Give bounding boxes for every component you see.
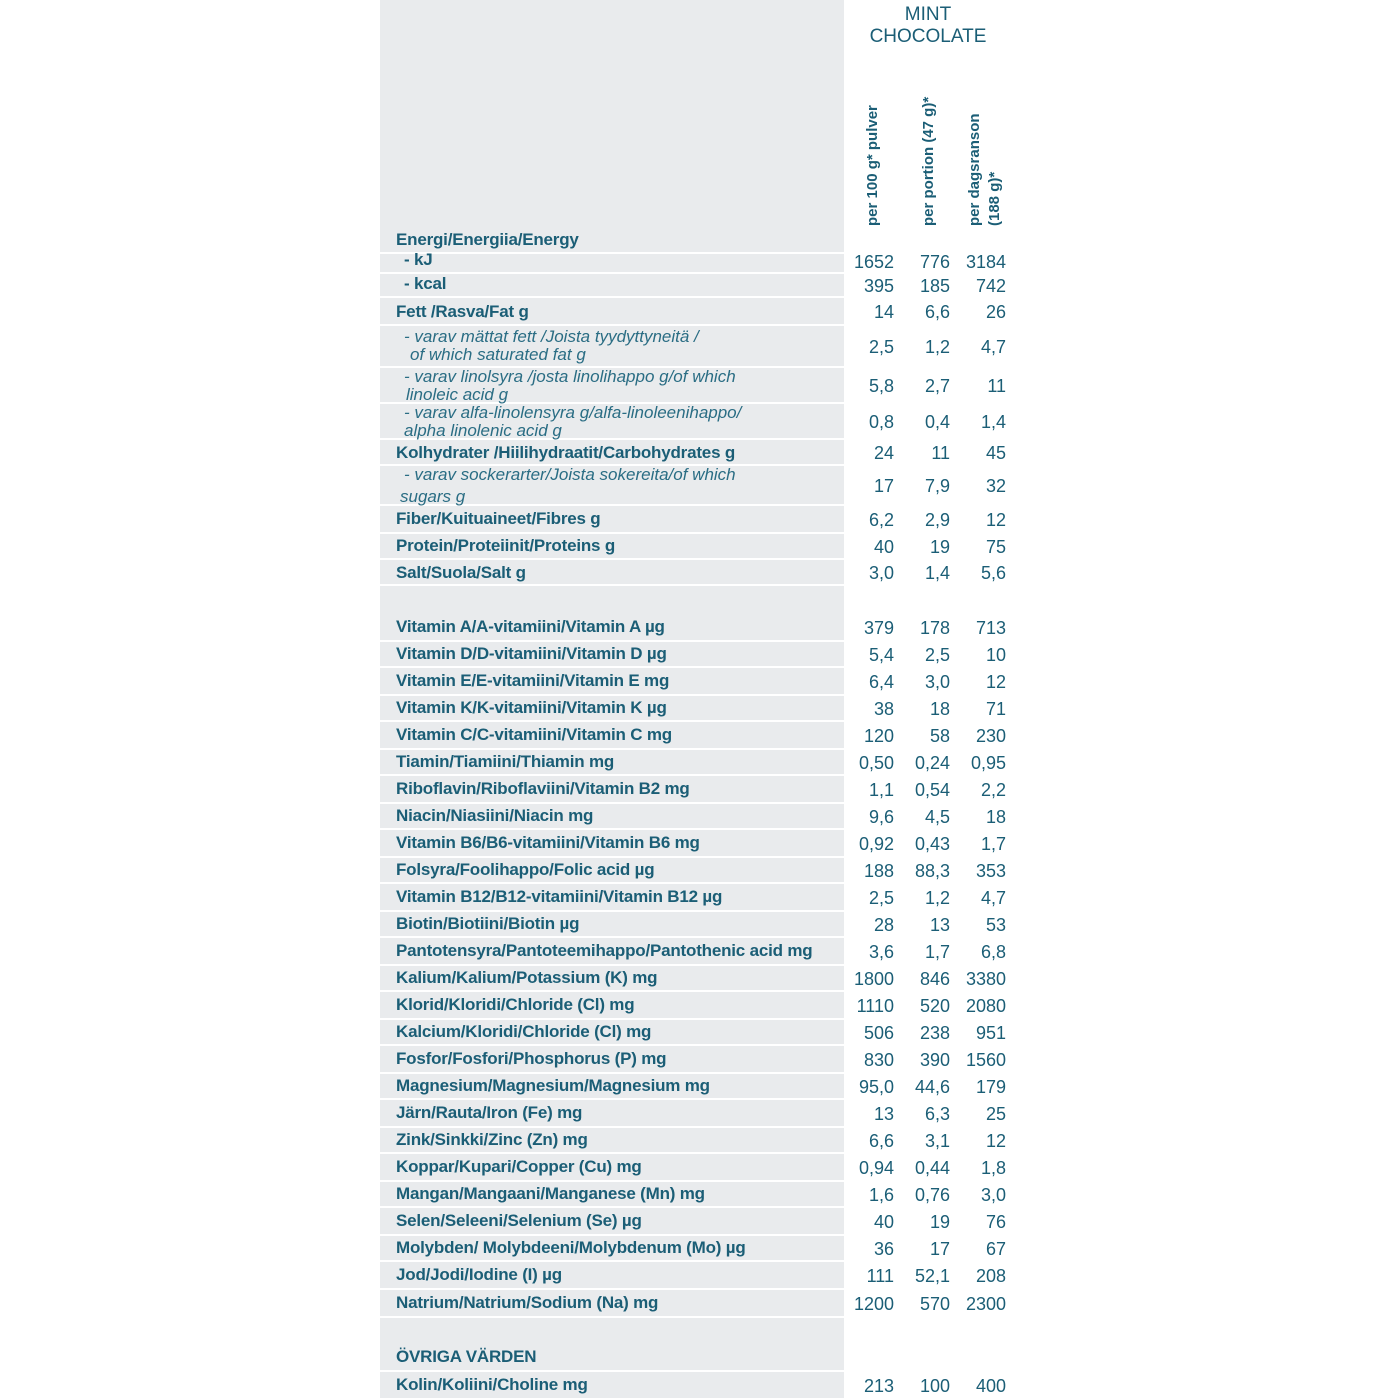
value-per-daily-ration: 6,8 — [980, 942, 1006, 962]
value-per-100g: 1200 — [853, 1294, 894, 1314]
value-per-daily-ration: 4,7 — [980, 888, 1006, 908]
nutrient-label: Niacin/Niasiini/Niacin mg — [396, 806, 594, 825]
nutrient-row-vitc — [380, 722, 1020, 750]
column-header-per-100g: per 100 g* pulver — [864, 105, 881, 226]
value-per-100g: 5,8 — [868, 376, 894, 396]
value-per-portion: 846 — [919, 969, 950, 989]
value-per-daily-ration: 26 — [985, 302, 1006, 322]
nutrient-row-klorid — [380, 992, 1020, 1020]
column-header-per-daily-ration: per dagsranson — [966, 113, 983, 226]
nutrient-row-alpha — [380, 404, 1020, 440]
nutrient-row-copper — [380, 1154, 1020, 1182]
nutrient-row-linoleic — [380, 368, 1020, 404]
value-per-daily-ration: 2300 — [965, 1294, 1006, 1314]
nutrient-label: Fett /Rasva/Fat g — [396, 302, 529, 321]
value-per-portion: 238 — [919, 1023, 950, 1043]
value-per-portion: 2,5 — [924, 645, 950, 665]
value-per-portion: 88,3 — [914, 861, 950, 881]
value-per-daily-ration: 2080 — [965, 996, 1006, 1016]
value-per-portion: 13 — [929, 915, 950, 935]
value-per-portion: 19 — [929, 1212, 950, 1232]
value-per-100g: 379 — [863, 618, 894, 638]
value-per-daily-ration: 75 — [985, 537, 1006, 557]
value-per-100g: 1110 — [856, 996, 894, 1016]
value-per-100g: 3,6 — [868, 942, 894, 962]
nutrient-row-ribo — [380, 776, 1020, 804]
nutrient-row-natrium — [380, 1290, 1020, 1318]
value-per-portion: 58 — [929, 726, 950, 746]
nutrient-label: Vitamin B6/B6-vitamiini/Vitamin B6 mg — [396, 833, 700, 852]
value-per-100g: 6,4 — [868, 672, 894, 692]
value-per-100g: 395 — [863, 276, 894, 296]
nutrient-row-thiamin — [380, 750, 1020, 776]
value-per-100g: 38 — [873, 699, 894, 719]
value-per-daily-ration: 1560 — [965, 1050, 1006, 1070]
value-per-portion: 0,4 — [924, 412, 950, 432]
value-per-daily-ration: 3380 — [965, 969, 1006, 989]
value-per-daily-ration: 3,0 — [980, 1185, 1006, 1205]
nutrient-row-fosfor — [380, 1046, 1020, 1074]
nutrient-row-biotin — [380, 912, 1020, 938]
value-per-daily-ration: 25 — [985, 1104, 1006, 1124]
nutrient-label: Natrium/Natrium/Sodium (Na) mg — [396, 1293, 659, 1312]
value-per-portion: 185 — [919, 276, 950, 296]
nutrient-label: Zink/Sinkki/Zinc (Zn) mg — [396, 1130, 588, 1149]
value-per-portion: 1,4 — [924, 563, 950, 583]
value-per-portion: 52,1 — [914, 1266, 950, 1286]
nutrient-label: ÖVRIGA VÄRDEN — [396, 1347, 537, 1366]
value-per-portion: 1,2 — [924, 337, 950, 357]
value-per-100g: 111 — [866, 1266, 894, 1286]
value-per-portion: 17 — [929, 1239, 950, 1259]
nutrient-label: Vitamin E/E-vitamiini/Vitamin E mg — [396, 671, 670, 690]
nutrient-label: Järn/Rauta/Iron (Fe) mg — [396, 1103, 583, 1122]
value-per-daily-ration: 12 — [985, 510, 1006, 530]
value-per-daily-ration: 67 — [985, 1239, 1006, 1259]
value-per-100g: 1,6 — [868, 1185, 894, 1205]
nutrient-label-line: - varav mättat fett /Joista tyydyttyneitä / — [404, 327, 699, 346]
nutrient-label: Mangan/Mangaani/Manganese (Mn) mg — [396, 1184, 705, 1203]
value-per-100g: 0,50 — [858, 753, 894, 773]
value-per-100g: 830 — [863, 1050, 894, 1070]
nutrient-row-kalcium — [380, 1020, 1020, 1046]
value-per-daily-ration: 76 — [985, 1212, 1006, 1232]
value-per-100g: 188 — [863, 861, 894, 881]
value-per-100g: 2,5 — [868, 337, 894, 357]
value-per-100g: 14 — [873, 302, 894, 322]
nutrient-label: Fiber/Kuituaineet/Fibres g — [396, 509, 601, 528]
value-per-100g: 1652 — [853, 252, 894, 272]
nutrient-row-vite — [380, 668, 1020, 696]
value-per-portion: 6,3 — [924, 1104, 950, 1124]
value-per-portion: 4,5 — [924, 807, 950, 827]
nutrient-label: Koppar/Kupari/Copper (Cu) mg — [396, 1157, 642, 1176]
value-per-100g: 6,6 — [868, 1131, 894, 1151]
nutrient-label: Kalcium/Kloridi/Chloride (Cl) mg — [396, 1022, 652, 1041]
value-per-daily-ration: 32 — [985, 476, 1006, 496]
value-per-daily-ration: 12 — [985, 1131, 1006, 1151]
nutrient-row-vitd — [380, 642, 1020, 668]
nutrient-label: Vitamin C/C-vitamiini/Vitamin C mg — [396, 725, 672, 744]
value-per-daily-ration: 230 — [975, 726, 1006, 746]
nutrient-row-niacin — [380, 804, 1020, 830]
column-header-per-daily-ration-weight: (188 g)* — [986, 171, 1003, 226]
nutrient-row-kcal — [380, 274, 1020, 298]
value-per-100g: 213 — [863, 1376, 894, 1396]
nutrient-row-protein — [380, 534, 1020, 560]
value-per-portion: 3,1 — [924, 1131, 950, 1151]
value-per-daily-ration: 4,7 — [980, 337, 1006, 357]
value-per-portion: 2,7 — [924, 376, 950, 396]
value-per-100g: 0,94 — [858, 1158, 894, 1178]
value-per-portion: 18 — [929, 699, 950, 719]
value-per-100g: 6,2 — [868, 510, 894, 530]
value-per-portion: 11 — [931, 443, 950, 463]
nutrient-row-kalium — [380, 966, 1020, 992]
nutrient-label: Vitamin D/D-vitamiini/Vitamin D µg — [396, 644, 667, 663]
nutrient-label: Folsyra/Foolihappo/Folic acid µg — [396, 860, 655, 879]
value-per-portion: 6,6 — [924, 302, 950, 322]
value-per-100g: 3,0 — [868, 563, 894, 583]
value-per-daily-ration: 18 — [985, 807, 1006, 827]
value-per-daily-ration: 53 — [985, 915, 1006, 935]
nutrient-row-choline — [380, 1372, 1020, 1400]
value-per-100g: 28 — [873, 915, 894, 935]
nutrient-row-jod — [380, 1262, 1020, 1290]
value-per-portion: 520 — [919, 996, 950, 1016]
nutrient-row-folic — [380, 858, 1020, 884]
nutrient-row-sat — [380, 326, 1020, 368]
value-per-100g: 0,92 — [858, 834, 894, 854]
value-per-portion: 0,24 — [914, 753, 950, 773]
value-per-100g: 1800 — [853, 969, 894, 989]
value-per-100g: 506 — [863, 1023, 894, 1043]
nutrient-label: Magnesium/Magnesium/Magnesium mg — [396, 1076, 710, 1095]
value-per-100g: 17 — [873, 476, 894, 496]
nutrient-row-zinc — [380, 1128, 1020, 1154]
value-per-daily-ration: 11 — [987, 376, 1006, 396]
value-per-portion: 570 — [919, 1294, 950, 1314]
value-per-portion: 44,6 — [914, 1077, 950, 1097]
nutrient-label: Tiamin/Tiamiini/Thiamin mg — [396, 752, 615, 771]
value-per-100g: 40 — [873, 537, 894, 557]
value-per-daily-ration: 179 — [975, 1077, 1006, 1097]
value-per-100g: 120 — [863, 726, 894, 746]
value-per-portion: 2,9 — [924, 510, 950, 530]
value-per-daily-ration: 0,95 — [970, 753, 1006, 773]
value-per-100g: 5,4 — [868, 645, 894, 665]
value-per-portion: 7,9 — [924, 476, 950, 496]
value-per-portion: 19 — [929, 537, 950, 557]
nutrient-row-mangan — [380, 1182, 1020, 1208]
nutrient-row-salt — [380, 560, 1020, 586]
product-name — [844, 4, 1012, 48]
value-per-100g: 1,1 — [868, 780, 894, 800]
nutrient-label: Kolin/Koliini/Choline mg — [396, 1375, 588, 1394]
value-per-100g: 0,8 — [868, 412, 894, 432]
nutrient-label: Molybden/ Molybdeeni/Molybdenum (Mo) µg — [396, 1238, 746, 1257]
nutrient-row-fat — [380, 298, 1020, 326]
value-per-daily-ration: 353 — [975, 861, 1006, 881]
nutrient-label: Vitamin K/K-vitamiini/Vitamin K µg — [396, 698, 667, 717]
value-per-daily-ration: 71 — [985, 699, 1006, 719]
value-per-100g: 24 — [873, 443, 894, 463]
nutrient-label: Jod/Jodi/Iodine (I) µg — [396, 1265, 562, 1284]
value-per-daily-ration: 208 — [975, 1266, 1006, 1286]
nutrient-label: - kJ — [404, 250, 433, 269]
nutrient-row-b12 — [380, 884, 1020, 912]
nutrient-label-line: linoleic acid g — [406, 385, 509, 404]
nutrient-label: Kolhydrater /Hiilihydraatit/Carbohydrates g — [396, 443, 736, 462]
nutrient-label: Selen/Seleeni/Selenium (Se) µg — [396, 1211, 642, 1230]
nutrient-row-selen — [380, 1208, 1020, 1236]
nutrient-row-b6 — [380, 830, 1020, 858]
nutrient-label: Biotin/Biotiini/Biotin µg — [396, 914, 580, 933]
row-divider — [380, 1316, 1020, 1318]
value-per-daily-ration: 400 — [975, 1376, 1006, 1396]
value-per-portion: 178 — [919, 618, 950, 638]
nutrient-row-iron — [380, 1100, 1020, 1128]
value-per-portion: 100 — [919, 1376, 950, 1396]
row-divider — [380, 584, 1020, 586]
nutrient-label: Vitamin A/A-vitamiini/Vitamin A µg — [396, 617, 665, 636]
nutrient-label: Vitamin B12/B12-vitamiini/Vitamin B12 µg — [396, 887, 723, 906]
value-per-100g: 36 — [873, 1239, 894, 1259]
value-per-portion: 0,43 — [914, 834, 950, 854]
value-per-daily-ration: 951 — [975, 1023, 1006, 1043]
nutrient-row-fiber — [380, 506, 1020, 534]
nutrient-row-panto — [380, 938, 1020, 966]
nutrient-label: Kalium/Kalium/Potassium (K) mg — [396, 968, 658, 987]
nutrient-label-line: - varav sockerarter/Joista sokereita/of which — [404, 465, 736, 484]
nutrient-label: Fosfor/Fosfori/Phosphorus (P) mg — [396, 1049, 667, 1068]
nutrient-label: Pantotensyra/Pantoteemihappo/Pantothenic acid mg — [396, 941, 813, 960]
nutrient-label: Riboflavin/Riboflaviini/Vitamin B2 mg — [396, 779, 690, 798]
nutrient-label: Salt/Suola/Salt g — [396, 563, 526, 582]
value-per-daily-ration: 1,8 — [980, 1158, 1006, 1178]
value-per-portion: 0,54 — [914, 780, 950, 800]
value-per-daily-ration: 1,4 — [980, 412, 1006, 432]
value-per-portion: 1,2 — [924, 888, 950, 908]
nutrient-label: Protein/Proteiinit/Proteins g — [396, 536, 616, 555]
value-per-100g: 2,5 — [868, 888, 894, 908]
nutrient-row-molyb — [380, 1236, 1020, 1262]
value-per-portion: 390 — [919, 1050, 950, 1070]
product-name-line2: CHOCOLATE — [869, 26, 987, 47]
nutrient-row-vita — [380, 614, 1020, 642]
column-header-per-portion: per portion (47 g)* — [920, 96, 937, 226]
value-per-100g: 40 — [873, 1212, 894, 1232]
nutrient-label-line: alpha linolenic acid g — [404, 421, 562, 440]
value-per-daily-ration: 12 — [985, 672, 1006, 692]
nutrient-row-magnesium — [380, 1074, 1020, 1100]
nutrient-label: Energi/Energiia/Energy — [396, 230, 579, 249]
nutrient-row-kj — [380, 250, 1020, 274]
value-per-daily-ration: 45 — [985, 443, 1006, 463]
value-per-daily-ration: 3184 — [965, 252, 1006, 272]
nutrient-label-line: - varav alfa-linolensyra g/alfa-linoleenihappo/ — [404, 403, 742, 422]
nutrient-label: - kcal — [404, 274, 447, 293]
nutrient-row-sugar — [380, 466, 1020, 506]
nutrient-label-line: of which saturated fat g — [410, 345, 586, 364]
nutrient-label-line: - varav linolsyra /josta linolihappo g/of which — [404, 367, 736, 386]
value-per-daily-ration: 742 — [975, 276, 1006, 296]
value-per-100g: 9,6 — [868, 807, 894, 827]
nutrient-row-vitk — [380, 696, 1020, 722]
value-per-portion: 1,7 — [924, 942, 950, 962]
nutrient-label-line: sugars g — [400, 487, 466, 506]
product-name-line1: MINT — [904, 4, 952, 25]
nutrient-row-carb — [380, 440, 1020, 466]
value-per-portion: 3,0 — [924, 672, 950, 692]
value-per-100g: 13 — [873, 1104, 894, 1124]
value-per-portion: 776 — [919, 252, 950, 272]
value-per-daily-ration: 1,7 — [980, 834, 1006, 854]
value-per-portion: 0,44 — [914, 1158, 950, 1178]
nutrient-row-ovriga — [380, 1344, 1020, 1372]
nutrient-label: Klorid/Kloridi/Chloride (Cl) mg — [396, 995, 635, 1014]
value-per-100g: 95,0 — [858, 1077, 894, 1097]
value-per-daily-ration: 10 — [985, 645, 1006, 665]
value-per-portion: 0,76 — [914, 1185, 950, 1205]
value-per-daily-ration: 713 — [975, 618, 1006, 638]
value-per-daily-ration: 5,6 — [980, 563, 1006, 583]
value-per-daily-ration: 2,2 — [980, 780, 1006, 800]
